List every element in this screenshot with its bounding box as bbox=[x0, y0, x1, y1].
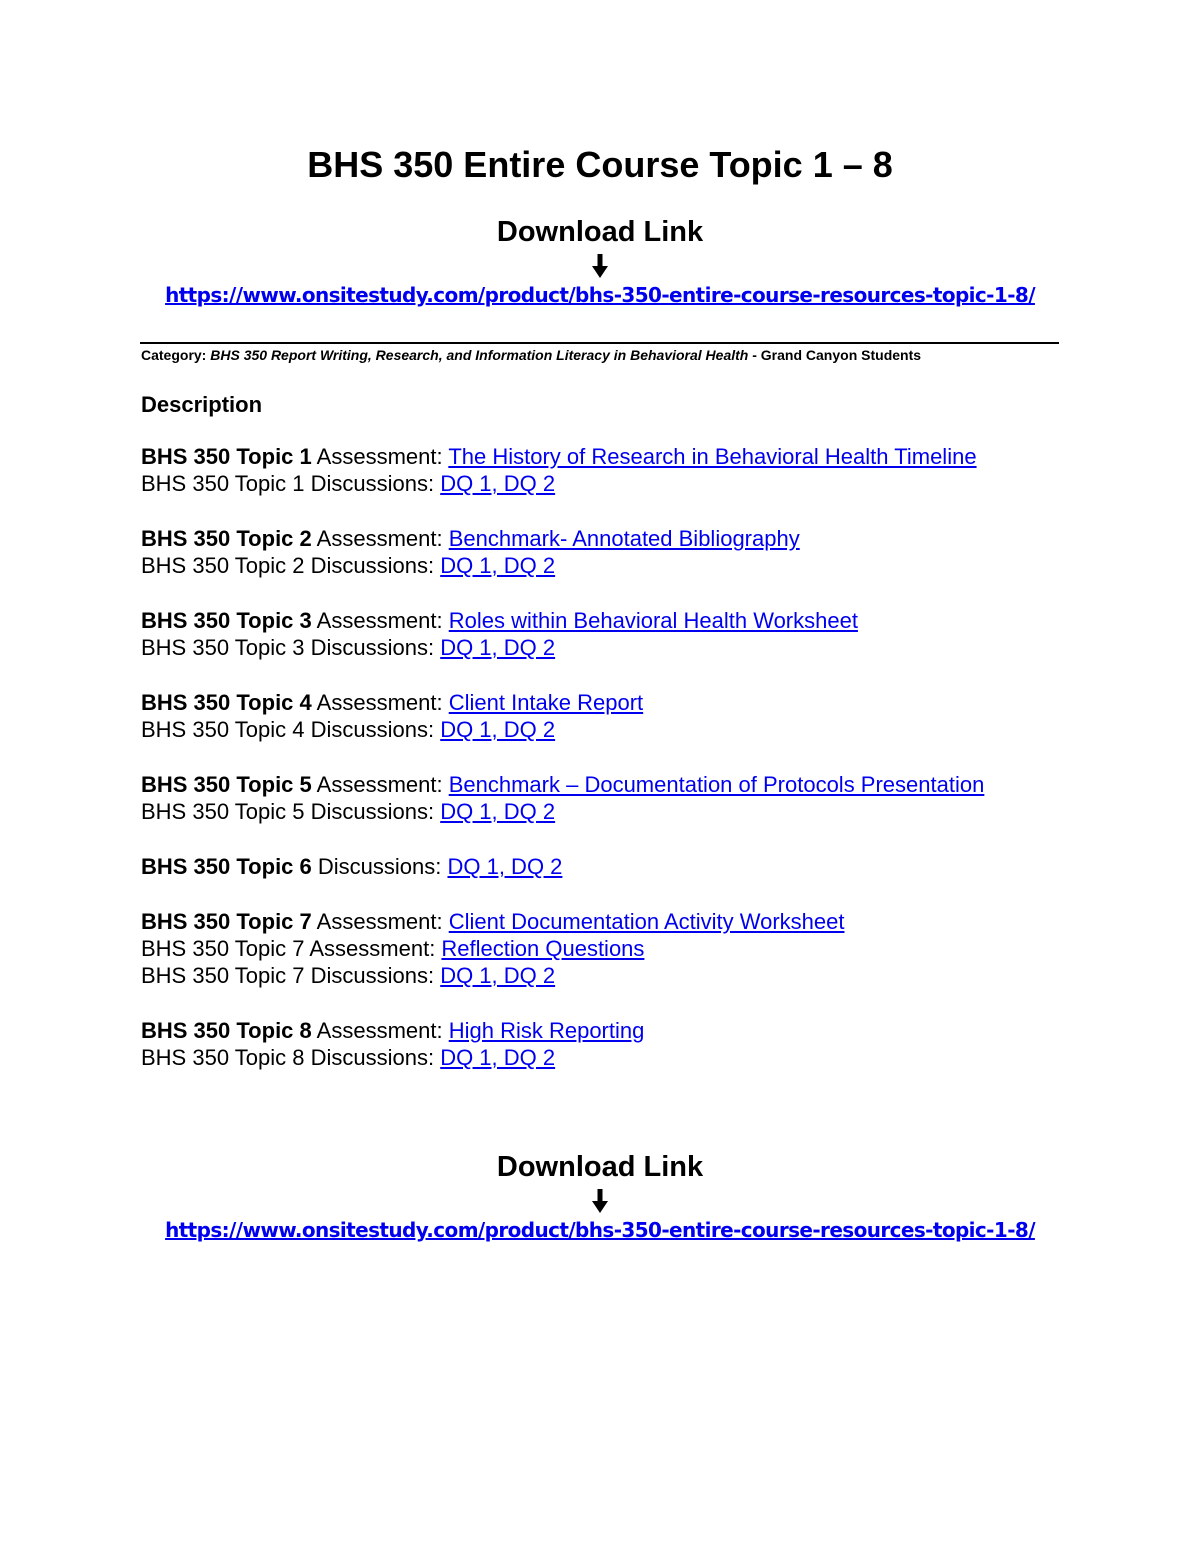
discussions-label: BHS 350 Topic 5 Discussions: bbox=[141, 799, 441, 824]
topic-8-discussions-link[interactable]: DQ 1, DQ 2 bbox=[440, 1045, 556, 1070]
category-separator: - bbox=[748, 347, 761, 363]
discussions-label: BHS 350 Topic 4 Discussions: bbox=[141, 717, 441, 742]
topic-5-discussions-line bbox=[141, 798, 1101, 825]
topic-1-assessment-link[interactable]: The History of Research in Behavioral Health Timeline bbox=[448, 444, 977, 469]
topic-heading: BHS 350 Topic 7 bbox=[141, 909, 312, 934]
topic-heading: BHS 350 Topic 1 bbox=[141, 444, 312, 469]
topic-5-assessment-link[interactable]: Benchmark – Documentation of Protocols Presentation bbox=[448, 772, 985, 797]
topic-3-discussions-link[interactable]: DQ 1, DQ 2 bbox=[440, 635, 556, 660]
topic-4 bbox=[141, 689, 1101, 743]
download-heading-bottom: Download Link bbox=[496, 1151, 704, 1183]
assessment-label: Assessment: bbox=[311, 608, 449, 633]
topics-list bbox=[141, 443, 1101, 1099]
description-heading: Description bbox=[141, 392, 263, 417]
download-url-top bbox=[0, 281, 1200, 309]
topic-7 bbox=[141, 908, 1101, 989]
download-url-bottom bbox=[0, 1216, 1200, 1244]
topic-4-assessment-link[interactable]: Client Intake Report bbox=[448, 690, 644, 715]
topic-3-assessment-line bbox=[141, 607, 1101, 634]
topic-6 bbox=[141, 853, 1101, 880]
topic-7-assessment-line bbox=[141, 908, 1101, 935]
topic-1-assessment-line bbox=[141, 443, 1101, 470]
topic-8 bbox=[141, 1017, 1101, 1071]
topic-2-discussions-link[interactable]: DQ 1, DQ 2 bbox=[440, 553, 556, 578]
topic-heading: BHS 350 Topic 4 bbox=[141, 690, 312, 715]
topic-heading: BHS 350 Topic 8 bbox=[141, 1018, 312, 1043]
topic-7-discussions-line bbox=[141, 962, 1101, 989]
assessment-label: Assessment: bbox=[311, 526, 449, 551]
down-arrow-icon bbox=[0, 252, 1200, 280]
topic-heading: BHS 350 Topic 2 bbox=[141, 526, 312, 551]
topic-2-assessment-line bbox=[141, 525, 1101, 552]
assessment-label: Assessment: bbox=[311, 1018, 449, 1043]
topic-1-discussions-line bbox=[141, 470, 1101, 497]
down-arrow-icon bbox=[0, 1187, 1200, 1215]
download-link-top[interactable]: https://www.onsitestudy.com/product/bhs-350-entire-course-resources-topic-1-8/ bbox=[165, 283, 1035, 307]
assessment-label: Assessment: bbox=[311, 444, 449, 469]
topic-8-assessment-line bbox=[141, 1017, 1101, 1044]
discussions-label: BHS 350 Topic 1 Discussions: bbox=[141, 471, 441, 496]
topic-5-assessment-line bbox=[141, 771, 1101, 798]
topic-2 bbox=[141, 525, 1101, 579]
assessment-label: BHS 350 Topic 7 Assessment: bbox=[141, 936, 442, 961]
topic-5-discussions-link[interactable]: DQ 1, DQ 2 bbox=[440, 799, 556, 824]
category-line bbox=[141, 345, 921, 365]
download-heading-top: Download Link bbox=[496, 216, 704, 248]
assessment-label: Assessment: bbox=[311, 690, 449, 715]
horizontal-divider bbox=[140, 342, 1059, 344]
topic-3-discussions-line bbox=[141, 634, 1101, 661]
topic-7-assessment2-line bbox=[141, 935, 1101, 962]
discussions-label: BHS 350 Topic 3 Discussions: bbox=[141, 635, 441, 660]
topic-2-assessment-link[interactable]: Benchmark- Annotated Bibliography bbox=[448, 526, 800, 551]
topic-4-assessment-line bbox=[141, 689, 1101, 716]
topic-4-discussions-link[interactable]: DQ 1, DQ 2 bbox=[440, 717, 556, 742]
download-link-bottom[interactable]: https://www.onsitestudy.com/product/bhs-350-entire-course-resources-topic-1-8/ bbox=[165, 1218, 1035, 1242]
topic-2-discussions-line bbox=[141, 552, 1101, 579]
topic-1-discussions-link[interactable]: DQ 1, DQ 2 bbox=[440, 471, 556, 496]
topic-1 bbox=[141, 443, 1101, 497]
topic-6-discussions-line bbox=[141, 853, 1101, 880]
topic-3-assessment-link[interactable]: Roles within Behavioral Health Worksheet bbox=[448, 608, 858, 633]
assessment-label: Assessment: bbox=[311, 772, 449, 797]
assessment-label: Assessment: bbox=[311, 909, 449, 934]
topic-heading: BHS 350 Topic 5 bbox=[141, 772, 312, 797]
topic-heading: BHS 350 Topic 3 bbox=[141, 608, 312, 633]
category-label: Category: bbox=[141, 347, 207, 363]
topic-8-discussions-line bbox=[141, 1044, 1101, 1071]
discussions-label: BHS 350 Topic 8 Discussions: bbox=[141, 1045, 441, 1070]
discussions-label: Discussions: bbox=[311, 854, 448, 879]
topic-8-assessment-link[interactable]: High Risk Reporting bbox=[448, 1018, 645, 1043]
discussions-label: BHS 350 Topic 2 Discussions: bbox=[141, 553, 441, 578]
category-course: BHS 350 Report Writing, Research, and Information Literacy in Behavioral Health bbox=[210, 347, 749, 363]
topic-5 bbox=[141, 771, 1101, 825]
topic-4-discussions-line bbox=[141, 716, 1101, 743]
topic-7-assessment2-link[interactable]: Reflection Questions bbox=[441, 936, 645, 961]
page-title: BHS 350 Entire Course Topic 1 – 8 bbox=[307, 144, 893, 185]
discussions-label: BHS 350 Topic 7 Discussions: bbox=[141, 963, 441, 988]
topic-heading: BHS 350 Topic 6 bbox=[141, 854, 312, 879]
topic-3 bbox=[141, 607, 1101, 661]
topic-6-discussions-link[interactable]: DQ 1, DQ 2 bbox=[447, 854, 563, 879]
topic-7-assessment-link[interactable]: Client Documentation Activity Worksheet bbox=[448, 909, 845, 934]
category-audience: Grand Canyon Students bbox=[760, 347, 922, 363]
topic-7-discussions-link[interactable]: DQ 1, DQ 2 bbox=[440, 963, 556, 988]
